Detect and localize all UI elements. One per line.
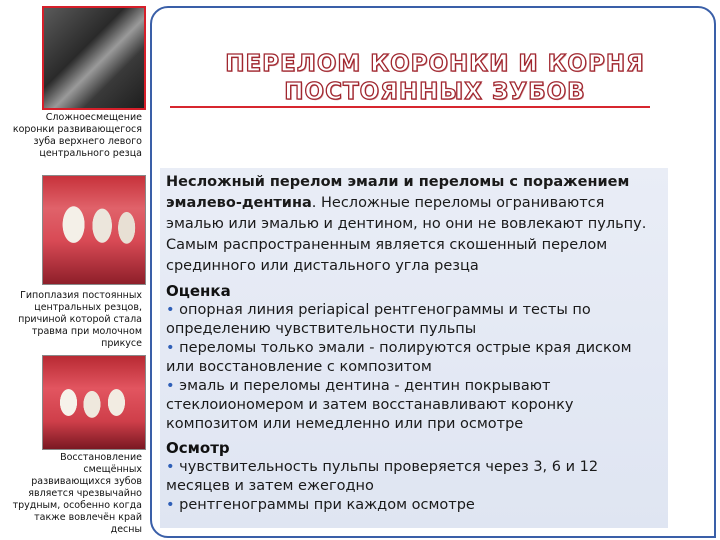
assessment-item: • опорная линия periapical рентгенограммы и тесты по определению чувствительности пульпы	[166, 302, 591, 337]
assessment-item: • эмаль и переломы дентина - дентин покрывают стеклоиономером и затем восстанавливают коронку композитом или немедленно или при осмотре	[166, 378, 574, 432]
bullet-icon: •	[166, 378, 175, 394]
bullet-icon: •	[166, 302, 175, 318]
assessment-item: • переломы только эмали - полируются острые края диском или восстановление с композитом	[166, 340, 632, 375]
intro-bold: Несложный перелом эмали и переломы с поражением эмалево-дентина	[166, 174, 630, 211]
slide-title	[150, 50, 720, 106]
bullet-icon: •	[166, 340, 175, 356]
right-margin	[668, 168, 708, 528]
title-line-2: ПОСТОЯННЫХ ЗУБОВ	[284, 79, 586, 105]
title-underline	[170, 106, 650, 108]
bullet-icon: •	[166, 497, 175, 513]
intro-text: . Несложные переломы ограниваются эмалью или эмалью и дентином, но они не вовлекают пульпу. Самым распространенным является скошенный перелом срединного или дистального угла резца	[166, 195, 647, 274]
caption-restoration: Восстановление смещённых развивающихся зубов является чрезвычайно трудным, особенно когда также вовлечён край десны	[12, 452, 142, 535]
caption-hypoplasia: Гипоплазия постоянных центральных резцов, причиной которой стала травма при молочном прикусе	[18, 290, 142, 349]
content-panel	[160, 168, 668, 528]
assessment-heading: Оценка	[166, 282, 231, 300]
exam-item: • чувствительность пульпы проверяется через 3, 6 и 12 месяцев и затем ежегодно	[166, 459, 599, 494]
title-line-1: ПЕРЕЛОМ КОРОНКИ И КОРНЯ	[225, 51, 645, 77]
teeth-photo-restoration	[42, 355, 146, 450]
xray-image	[42, 6, 146, 110]
exam-heading: Осмотр	[166, 439, 230, 457]
caption-xray: Сложноесмещение коронки развивающегося зуба верхнего левого центрального резца	[12, 112, 142, 159]
teeth-photo-hypoplasia	[42, 175, 146, 285]
exam-item: • рентгенограммы при каждом осмотре	[166, 497, 475, 513]
intro-paragraph	[166, 172, 662, 277]
left-column	[0, 0, 146, 540]
bullet-icon: •	[166, 459, 175, 475]
